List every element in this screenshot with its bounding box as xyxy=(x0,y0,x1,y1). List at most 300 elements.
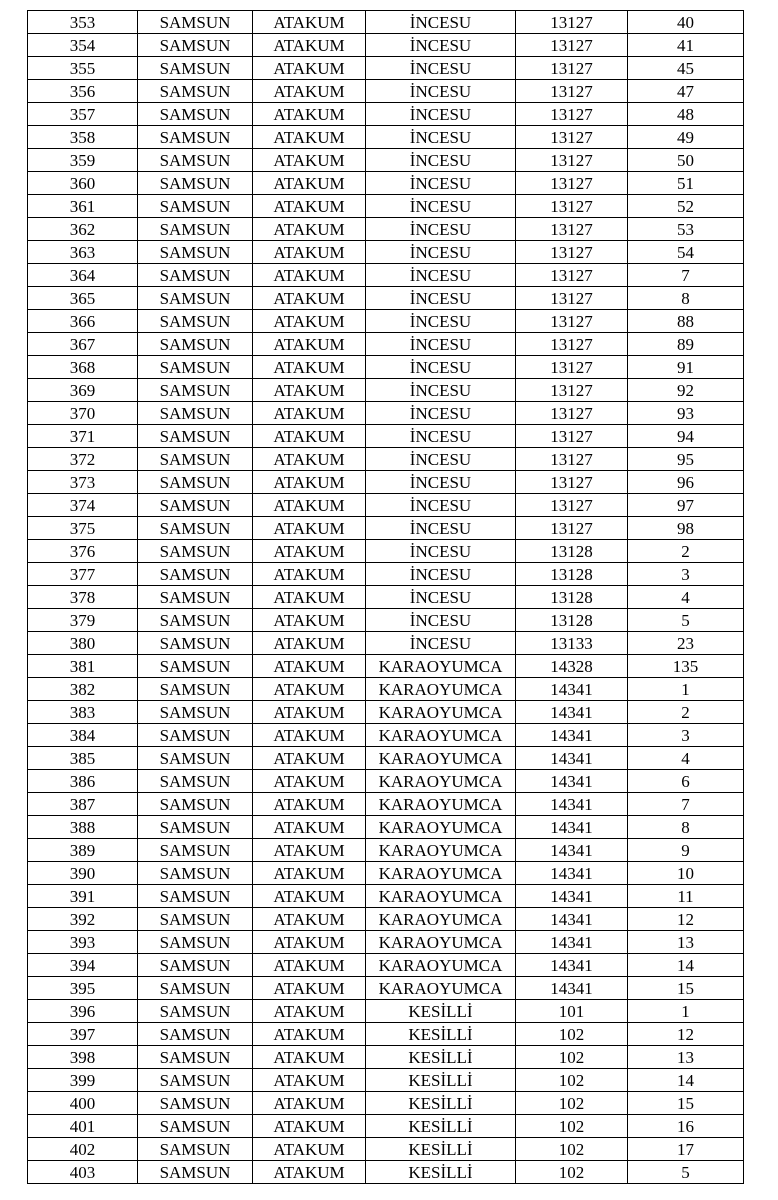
district-cell: ATAKUM xyxy=(253,632,366,655)
province-cell: SAMSUN xyxy=(138,931,253,954)
district-cell: ATAKUM xyxy=(253,471,366,494)
row-number-cell: 361 xyxy=(28,195,138,218)
table-row xyxy=(28,931,744,954)
block-cell: 102 xyxy=(516,1069,628,1092)
district-cell: ATAKUM xyxy=(253,379,366,402)
table-row xyxy=(28,356,744,379)
parcel-table xyxy=(27,10,744,1184)
row-number-cell: 385 xyxy=(28,747,138,770)
block-cell: 101 xyxy=(516,1000,628,1023)
block-cell: 14341 xyxy=(516,862,628,885)
table-row xyxy=(28,678,744,701)
neighborhood-cell: İNCESU xyxy=(366,379,516,402)
table-row xyxy=(28,333,744,356)
table-row xyxy=(28,149,744,172)
neighborhood-cell: KARAOYUMCA xyxy=(366,816,516,839)
block-cell: 14341 xyxy=(516,977,628,1000)
table-body xyxy=(28,11,744,1184)
parcel-cell: 135 xyxy=(628,655,744,678)
block-cell: 13127 xyxy=(516,494,628,517)
district-cell: ATAKUM xyxy=(253,816,366,839)
district-cell: ATAKUM xyxy=(253,1023,366,1046)
neighborhood-cell: KARAOYUMCA xyxy=(366,770,516,793)
neighborhood-cell: İNCESU xyxy=(366,310,516,333)
district-cell: ATAKUM xyxy=(253,655,366,678)
block-cell: 13127 xyxy=(516,172,628,195)
block-cell: 14341 xyxy=(516,724,628,747)
district-cell: ATAKUM xyxy=(253,149,366,172)
row-number-cell: 386 xyxy=(28,770,138,793)
province-cell: SAMSUN xyxy=(138,1069,253,1092)
parcel-cell: 88 xyxy=(628,310,744,333)
row-number-cell: 366 xyxy=(28,310,138,333)
parcel-cell: 8 xyxy=(628,287,744,310)
row-number-cell: 399 xyxy=(28,1069,138,1092)
parcel-cell: 54 xyxy=(628,241,744,264)
neighborhood-cell: İNCESU xyxy=(366,11,516,34)
neighborhood-cell: İNCESU xyxy=(366,195,516,218)
block-cell: 14341 xyxy=(516,839,628,862)
district-cell: ATAKUM xyxy=(253,586,366,609)
parcel-cell: 11 xyxy=(628,885,744,908)
table-row xyxy=(28,425,744,448)
parcel-cell: 49 xyxy=(628,126,744,149)
province-cell: SAMSUN xyxy=(138,540,253,563)
parcel-cell: 50 xyxy=(628,149,744,172)
table-row xyxy=(28,839,744,862)
district-cell: ATAKUM xyxy=(253,770,366,793)
parcel-cell: 13 xyxy=(628,1046,744,1069)
row-number-cell: 398 xyxy=(28,1046,138,1069)
table-row xyxy=(28,241,744,264)
district-cell: ATAKUM xyxy=(253,11,366,34)
table-row xyxy=(28,402,744,425)
province-cell: SAMSUN xyxy=(138,586,253,609)
row-number-cell: 392 xyxy=(28,908,138,931)
block-cell: 13127 xyxy=(516,80,628,103)
row-number-cell: 382 xyxy=(28,678,138,701)
neighborhood-cell: İNCESU xyxy=(366,218,516,241)
neighborhood-cell: KARAOYUMCA xyxy=(366,954,516,977)
province-cell: SAMSUN xyxy=(138,218,253,241)
row-number-cell: 397 xyxy=(28,1023,138,1046)
neighborhood-cell: İNCESU xyxy=(366,126,516,149)
parcel-cell: 51 xyxy=(628,172,744,195)
province-cell: SAMSUN xyxy=(138,126,253,149)
parcel-cell: 53 xyxy=(628,218,744,241)
table-row xyxy=(28,1092,744,1115)
neighborhood-cell: KESİLLİ xyxy=(366,1138,516,1161)
row-number-cell: 377 xyxy=(28,563,138,586)
block-cell: 13127 xyxy=(516,126,628,149)
row-number-cell: 372 xyxy=(28,448,138,471)
table-row xyxy=(28,195,744,218)
parcel-cell: 7 xyxy=(628,264,744,287)
parcel-cell: 9 xyxy=(628,839,744,862)
row-number-cell: 355 xyxy=(28,57,138,80)
parcel-cell: 96 xyxy=(628,471,744,494)
block-cell: 13127 xyxy=(516,425,628,448)
neighborhood-cell: İNCESU xyxy=(366,586,516,609)
table-row xyxy=(28,1046,744,1069)
block-cell: 13127 xyxy=(516,149,628,172)
row-number-cell: 379 xyxy=(28,609,138,632)
neighborhood-cell: İNCESU xyxy=(366,241,516,264)
neighborhood-cell: İNCESU xyxy=(366,149,516,172)
neighborhood-cell: İNCESU xyxy=(366,563,516,586)
row-number-cell: 402 xyxy=(28,1138,138,1161)
table-row xyxy=(28,747,744,770)
district-cell: ATAKUM xyxy=(253,172,366,195)
table-row xyxy=(28,793,744,816)
block-cell: 14341 xyxy=(516,701,628,724)
table-row xyxy=(28,517,744,540)
table-row xyxy=(28,563,744,586)
parcel-cell: 12 xyxy=(628,1023,744,1046)
table-row xyxy=(28,655,744,678)
parcel-cell: 97 xyxy=(628,494,744,517)
neighborhood-cell: KARAOYUMCA xyxy=(366,678,516,701)
parcel-cell: 15 xyxy=(628,977,744,1000)
table-row xyxy=(28,126,744,149)
table-row xyxy=(28,1138,744,1161)
row-number-cell: 401 xyxy=(28,1115,138,1138)
parcel-cell: 14 xyxy=(628,954,744,977)
parcel-cell: 17 xyxy=(628,1138,744,1161)
table-row xyxy=(28,218,744,241)
province-cell: SAMSUN xyxy=(138,724,253,747)
district-cell: ATAKUM xyxy=(253,80,366,103)
province-cell: SAMSUN xyxy=(138,34,253,57)
district-cell: ATAKUM xyxy=(253,264,366,287)
parcel-cell: 23 xyxy=(628,632,744,655)
neighborhood-cell: KESİLLİ xyxy=(366,1092,516,1115)
neighborhood-cell: KARAOYUMCA xyxy=(366,793,516,816)
province-cell: SAMSUN xyxy=(138,770,253,793)
block-cell: 102 xyxy=(516,1161,628,1184)
block-cell: 102 xyxy=(516,1092,628,1115)
block-cell: 13127 xyxy=(516,264,628,287)
row-number-cell: 356 xyxy=(28,80,138,103)
table-row xyxy=(28,540,744,563)
block-cell: 13127 xyxy=(516,195,628,218)
province-cell: SAMSUN xyxy=(138,839,253,862)
block-cell: 14341 xyxy=(516,816,628,839)
parcel-cell: 8 xyxy=(628,816,744,839)
district-cell: ATAKUM xyxy=(253,1161,366,1184)
row-number-cell: 375 xyxy=(28,517,138,540)
parcel-cell: 3 xyxy=(628,563,744,586)
neighborhood-cell: KESİLLİ xyxy=(366,1046,516,1069)
province-cell: SAMSUN xyxy=(138,103,253,126)
row-number-cell: 393 xyxy=(28,931,138,954)
block-cell: 13127 xyxy=(516,517,628,540)
table-row xyxy=(28,1023,744,1046)
block-cell: 14341 xyxy=(516,908,628,931)
neighborhood-cell: İNCESU xyxy=(366,172,516,195)
block-cell: 13127 xyxy=(516,287,628,310)
province-cell: SAMSUN xyxy=(138,80,253,103)
block-cell: 13128 xyxy=(516,609,628,632)
row-number-cell: 378 xyxy=(28,586,138,609)
neighborhood-cell: İNCESU xyxy=(366,34,516,57)
district-cell: ATAKUM xyxy=(253,724,366,747)
parcel-cell: 13 xyxy=(628,931,744,954)
neighborhood-cell: KARAOYUMCA xyxy=(366,839,516,862)
row-number-cell: 374 xyxy=(28,494,138,517)
parcel-cell: 7 xyxy=(628,793,744,816)
row-number-cell: 387 xyxy=(28,793,138,816)
row-number-cell: 367 xyxy=(28,333,138,356)
table-row xyxy=(28,770,744,793)
province-cell: SAMSUN xyxy=(138,517,253,540)
block-cell: 13127 xyxy=(516,333,628,356)
district-cell: ATAKUM xyxy=(253,241,366,264)
neighborhood-cell: İNCESU xyxy=(366,517,516,540)
parcel-cell: 41 xyxy=(628,34,744,57)
parcel-cell: 4 xyxy=(628,586,744,609)
province-cell: SAMSUN xyxy=(138,632,253,655)
table-row xyxy=(28,885,744,908)
district-cell: ATAKUM xyxy=(253,931,366,954)
province-cell: SAMSUN xyxy=(138,678,253,701)
table-row xyxy=(28,34,744,57)
province-cell: SAMSUN xyxy=(138,379,253,402)
row-number-cell: 396 xyxy=(28,1000,138,1023)
province-cell: SAMSUN xyxy=(138,563,253,586)
parcel-cell: 3 xyxy=(628,724,744,747)
district-cell: ATAKUM xyxy=(253,448,366,471)
neighborhood-cell: KARAOYUMCA xyxy=(366,862,516,885)
district-cell: ATAKUM xyxy=(253,793,366,816)
table-row xyxy=(28,471,744,494)
block-cell: 14341 xyxy=(516,793,628,816)
province-cell: SAMSUN xyxy=(138,11,253,34)
province-cell: SAMSUN xyxy=(138,471,253,494)
neighborhood-cell: İNCESU xyxy=(366,287,516,310)
parcel-cell: 98 xyxy=(628,517,744,540)
district-cell: ATAKUM xyxy=(253,1046,366,1069)
row-number-cell: 370 xyxy=(28,402,138,425)
province-cell: SAMSUN xyxy=(138,747,253,770)
province-cell: SAMSUN xyxy=(138,977,253,1000)
province-cell: SAMSUN xyxy=(138,609,253,632)
parcel-cell: 93 xyxy=(628,402,744,425)
block-cell: 102 xyxy=(516,1046,628,1069)
district-cell: ATAKUM xyxy=(253,287,366,310)
province-cell: SAMSUN xyxy=(138,1092,253,1115)
district-cell: ATAKUM xyxy=(253,862,366,885)
row-number-cell: 354 xyxy=(28,34,138,57)
province-cell: SAMSUN xyxy=(138,241,253,264)
parcel-cell: 91 xyxy=(628,356,744,379)
row-number-cell: 394 xyxy=(28,954,138,977)
province-cell: SAMSUN xyxy=(138,356,253,379)
district-cell: ATAKUM xyxy=(253,1115,366,1138)
neighborhood-cell: KARAOYUMCA xyxy=(366,885,516,908)
row-number-cell: 363 xyxy=(28,241,138,264)
district-cell: ATAKUM xyxy=(253,218,366,241)
block-cell: 14341 xyxy=(516,678,628,701)
table-row xyxy=(28,724,744,747)
table-row xyxy=(28,172,744,195)
province-cell: SAMSUN xyxy=(138,1023,253,1046)
province-cell: SAMSUN xyxy=(138,287,253,310)
neighborhood-cell: İNCESU xyxy=(366,402,516,425)
district-cell: ATAKUM xyxy=(253,1069,366,1092)
row-number-cell: 364 xyxy=(28,264,138,287)
row-number-cell: 360 xyxy=(28,172,138,195)
table-row xyxy=(28,287,744,310)
row-number-cell: 365 xyxy=(28,287,138,310)
district-cell: ATAKUM xyxy=(253,494,366,517)
province-cell: SAMSUN xyxy=(138,1115,253,1138)
district-cell: ATAKUM xyxy=(253,1092,366,1115)
neighborhood-cell: İNCESU xyxy=(366,103,516,126)
province-cell: SAMSUN xyxy=(138,954,253,977)
district-cell: ATAKUM xyxy=(253,402,366,425)
row-number-cell: 369 xyxy=(28,379,138,402)
neighborhood-cell: İNCESU xyxy=(366,57,516,80)
table-row xyxy=(28,701,744,724)
parcel-cell: 45 xyxy=(628,57,744,80)
parcel-cell: 16 xyxy=(628,1115,744,1138)
table-row xyxy=(28,862,744,885)
block-cell: 13128 xyxy=(516,540,628,563)
table-row xyxy=(28,609,744,632)
table-row xyxy=(28,1115,744,1138)
neighborhood-cell: İNCESU xyxy=(366,540,516,563)
district-cell: ATAKUM xyxy=(253,678,366,701)
district-cell: ATAKUM xyxy=(253,126,366,149)
table-row xyxy=(28,103,744,126)
district-cell: ATAKUM xyxy=(253,977,366,1000)
province-cell: SAMSUN xyxy=(138,264,253,287)
block-cell: 13133 xyxy=(516,632,628,655)
neighborhood-cell: KARAOYUMCA xyxy=(366,724,516,747)
block-cell: 13127 xyxy=(516,310,628,333)
table-row xyxy=(28,1000,744,1023)
province-cell: SAMSUN xyxy=(138,1138,253,1161)
parcel-cell: 1 xyxy=(628,1000,744,1023)
province-cell: SAMSUN xyxy=(138,425,253,448)
district-cell: ATAKUM xyxy=(253,103,366,126)
table-row xyxy=(28,1161,744,1184)
district-cell: ATAKUM xyxy=(253,954,366,977)
district-cell: ATAKUM xyxy=(253,356,366,379)
neighborhood-cell: İNCESU xyxy=(366,448,516,471)
row-number-cell: 395 xyxy=(28,977,138,1000)
row-number-cell: 353 xyxy=(28,11,138,34)
district-cell: ATAKUM xyxy=(253,310,366,333)
district-cell: ATAKUM xyxy=(253,540,366,563)
block-cell: 13128 xyxy=(516,563,628,586)
row-number-cell: 391 xyxy=(28,885,138,908)
district-cell: ATAKUM xyxy=(253,885,366,908)
parcel-cell: 40 xyxy=(628,11,744,34)
district-cell: ATAKUM xyxy=(253,57,366,80)
neighborhood-cell: İNCESU xyxy=(366,80,516,103)
block-cell: 13127 xyxy=(516,241,628,264)
neighborhood-cell: İNCESU xyxy=(366,494,516,517)
row-number-cell: 373 xyxy=(28,471,138,494)
row-number-cell: 358 xyxy=(28,126,138,149)
block-cell: 13127 xyxy=(516,448,628,471)
district-cell: ATAKUM xyxy=(253,34,366,57)
block-cell: 13127 xyxy=(516,11,628,34)
parcel-cell: 2 xyxy=(628,540,744,563)
block-cell: 14341 xyxy=(516,954,628,977)
district-cell: ATAKUM xyxy=(253,1000,366,1023)
parcel-cell: 15 xyxy=(628,1092,744,1115)
neighborhood-cell: İNCESU xyxy=(366,632,516,655)
province-cell: SAMSUN xyxy=(138,310,253,333)
neighborhood-cell: İNCESU xyxy=(366,609,516,632)
parcel-cell: 48 xyxy=(628,103,744,126)
row-number-cell: 403 xyxy=(28,1161,138,1184)
table-row xyxy=(28,1069,744,1092)
district-cell: ATAKUM xyxy=(253,195,366,218)
district-cell: ATAKUM xyxy=(253,701,366,724)
row-number-cell: 376 xyxy=(28,540,138,563)
neighborhood-cell: KARAOYUMCA xyxy=(366,931,516,954)
block-cell: 14341 xyxy=(516,885,628,908)
row-number-cell: 362 xyxy=(28,218,138,241)
district-cell: ATAKUM xyxy=(253,517,366,540)
district-cell: ATAKUM xyxy=(253,425,366,448)
neighborhood-cell: KESİLLİ xyxy=(366,1069,516,1092)
neighborhood-cell: KARAOYUMCA xyxy=(366,908,516,931)
province-cell: SAMSUN xyxy=(138,494,253,517)
neighborhood-cell: KESİLLİ xyxy=(366,1161,516,1184)
neighborhood-cell: İNCESU xyxy=(366,356,516,379)
block-cell: 102 xyxy=(516,1023,628,1046)
block-cell: 13128 xyxy=(516,586,628,609)
table-row xyxy=(28,954,744,977)
parcel-cell: 47 xyxy=(628,80,744,103)
neighborhood-cell: İNCESU xyxy=(366,333,516,356)
district-cell: ATAKUM xyxy=(253,908,366,931)
province-cell: SAMSUN xyxy=(138,149,253,172)
parcel-cell: 89 xyxy=(628,333,744,356)
province-cell: SAMSUN xyxy=(138,655,253,678)
parcel-cell: 10 xyxy=(628,862,744,885)
table-row xyxy=(28,448,744,471)
neighborhood-cell: KESİLLİ xyxy=(366,1115,516,1138)
block-cell: 14341 xyxy=(516,931,628,954)
parcel-cell: 14 xyxy=(628,1069,744,1092)
row-number-cell: 381 xyxy=(28,655,138,678)
province-cell: SAMSUN xyxy=(138,1000,253,1023)
province-cell: SAMSUN xyxy=(138,172,253,195)
block-cell: 13127 xyxy=(516,103,628,126)
block-cell: 13127 xyxy=(516,379,628,402)
province-cell: SAMSUN xyxy=(138,862,253,885)
row-number-cell: 384 xyxy=(28,724,138,747)
neighborhood-cell: KESİLLİ xyxy=(366,1023,516,1046)
parcel-cell: 5 xyxy=(628,609,744,632)
parcel-cell: 6 xyxy=(628,770,744,793)
district-cell: ATAKUM xyxy=(253,333,366,356)
table-row xyxy=(28,310,744,333)
province-cell: SAMSUN xyxy=(138,701,253,724)
neighborhood-cell: İNCESU xyxy=(366,471,516,494)
parcel-cell: 92 xyxy=(628,379,744,402)
row-number-cell: 383 xyxy=(28,701,138,724)
neighborhood-cell: KESİLLİ xyxy=(366,1000,516,1023)
province-cell: SAMSUN xyxy=(138,816,253,839)
table-row xyxy=(28,80,744,103)
